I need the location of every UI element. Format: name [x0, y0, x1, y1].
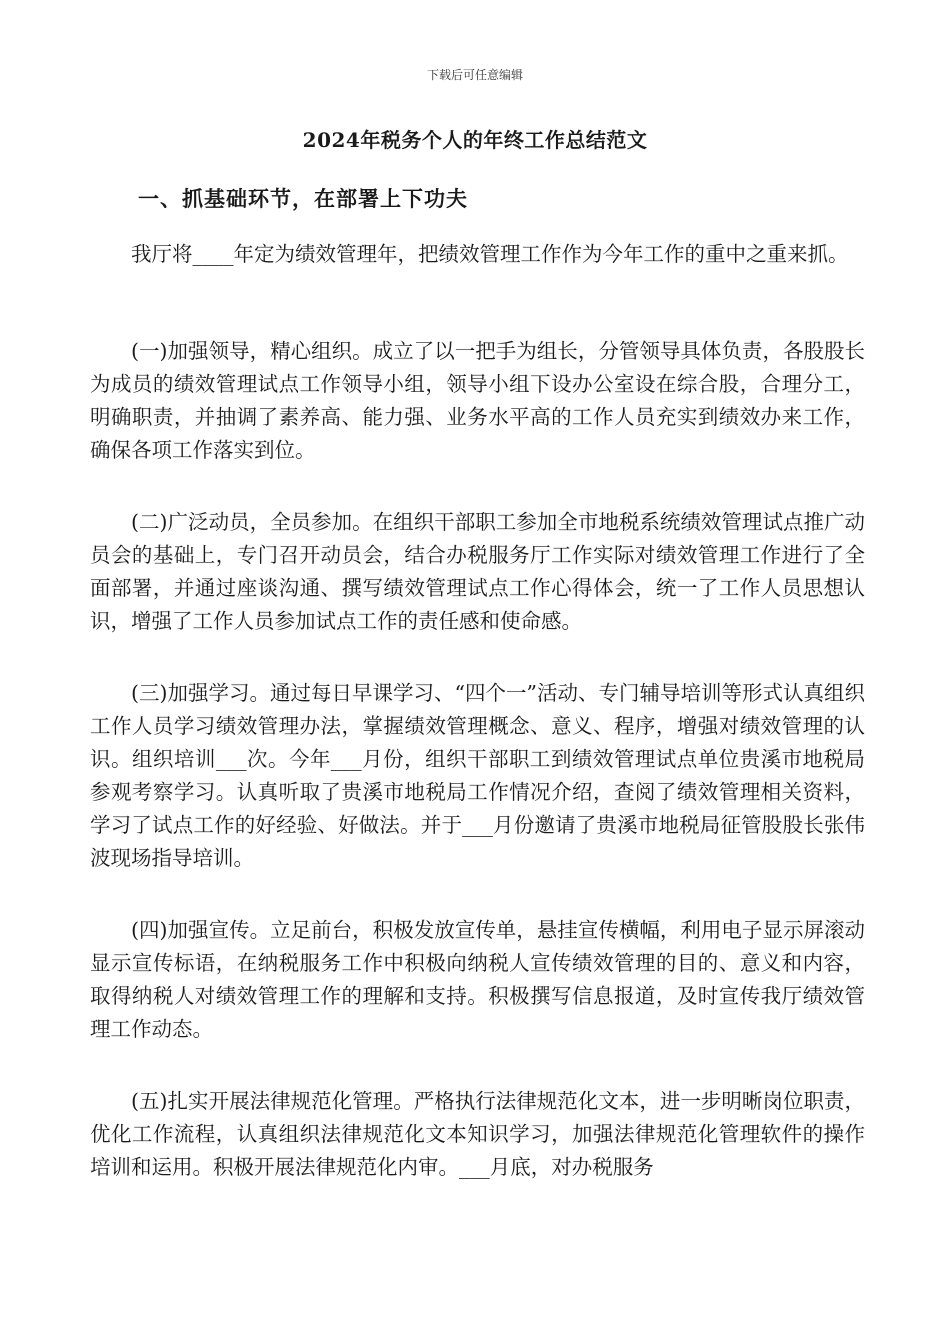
paragraph-item-4: (四)加强宣传。立足前台，积极发放宣传单，悬挂宣传横幅，利用电子显示屏滚动显示宣传标语，在纳税服务工作中积极向纳税人宣传绩效管理的目的、意义和内容，取得纳税人对绩效管理工作的理解和支持。积极撰写信息报道，及时宣传我厅绩效管理工作动态。: [90, 918, 865, 1041]
paragraph-item-1: (一)加强领导，精心组织。成立了以一把手为组长，分管领导具体负责，各股股长为成员的绩效管理试点工作领导小组，领导小组下设办公室设在综合股，合理分工，明确职责，并抽调了素养高、能力强、业务水平高的工作人员充实到绩效办来工作，确保各项工作落实到位。: [90, 339, 865, 462]
paragraph-item-3: (三)加强学习。通过每日早课学习、“四个一”活动、专门辅导培训等形式认真组织工作人员学习绩效管理办法，掌握绩效管理概念、意义、程序，增强对绩效管理的认识。组织培训___次。今年___月份，组织干部职工到绩效管理试点单位贵溪市地税局参观考察学习。认真听取了贵溪市地税局工作情况介绍，查阅了绩效管理相关资料，学习了试点工作的好经验、好做法。并于___月份邀请了贵溪市地税局征管股股长张伟波现场指导培训。: [90, 681, 865, 870]
paragraph-intro: 我厅将____年定为绩效管理年，把绩效管理工作作为今年工作的重中之重来抓。: [131, 242, 849, 266]
paragraph-item-5: (五)扎实开展法律规范化管理。严格执行法律规范化文本，进一步明晰岗位职责，优化工作流程，认真组织法律规范化文本知识学习，加强法律规范化管理软件的操作培训和运用。积极开展法律规范化内审。___月底，对办税服务: [90, 1089, 865, 1179]
paragraph-item-2: (二)广泛动员，全员参加。在组织干部职工参加全市地税系统绩效管理试点推广动员会的基础上，专门召开动员会，结合办税服务厅工作实际对绩效管理工作进行了全面部署，并通过座谈沟通、撰写绩效管理试点工作心得体会，统一了工作人员思想认识，增强了工作人员参加试点工作的责任感和使命感。: [90, 510, 865, 633]
section-heading: 一、抓基础环节，在部署上下功夫: [138, 186, 468, 211]
header-note: 下载后可任意编辑: [426, 68, 523, 82]
document-title: 2024年税务个人的年终工作总结范文: [302, 128, 648, 152]
